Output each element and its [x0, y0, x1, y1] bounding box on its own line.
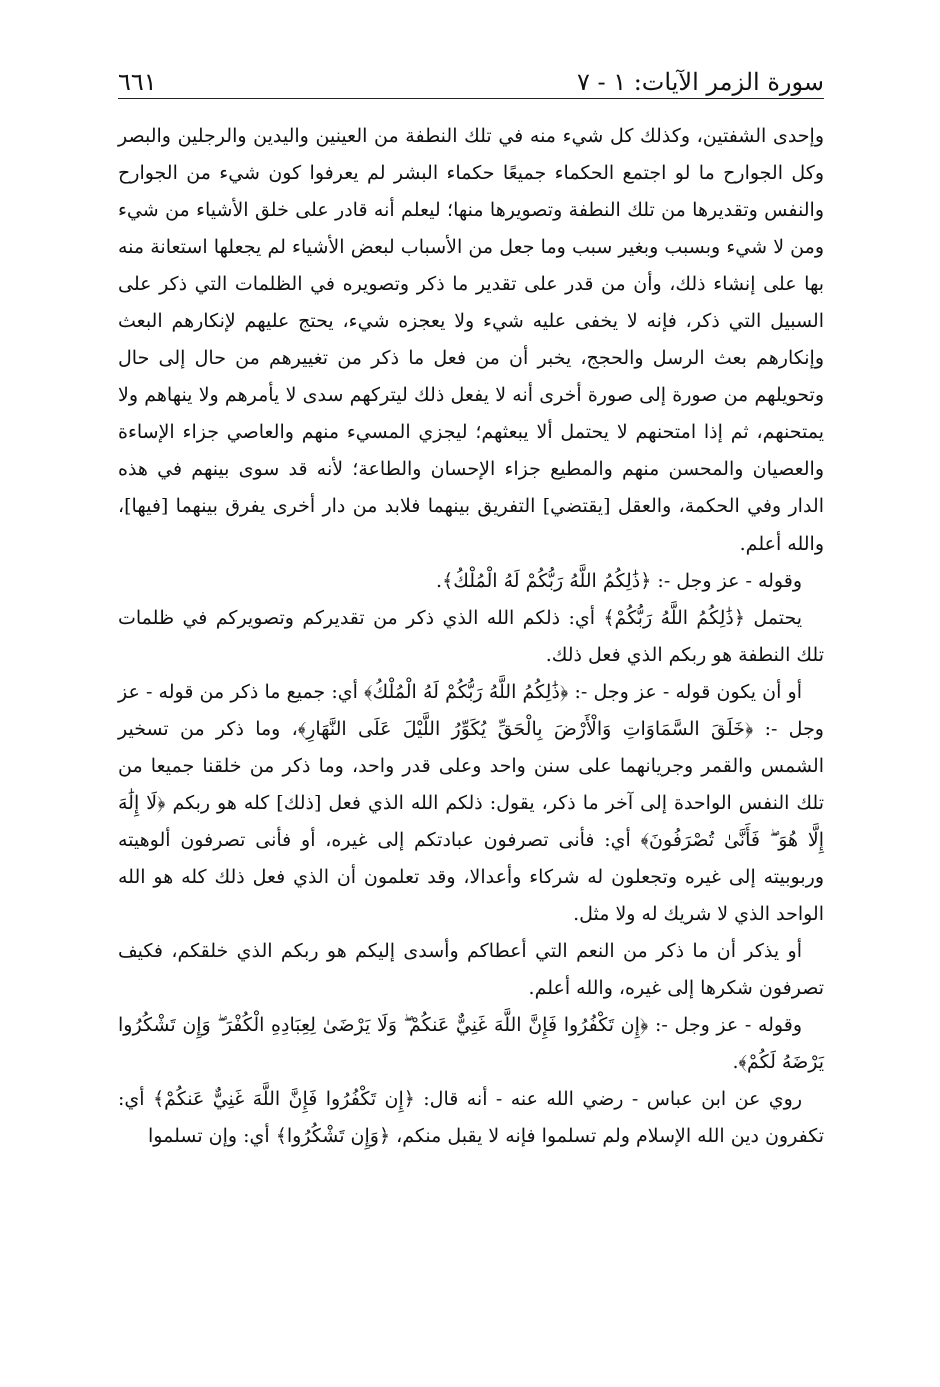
surah-title: سورة الزمر الآيات: ١ - ٧ — [576, 68, 824, 96]
main-text — [118, 118, 824, 1155]
paragraph-4: أو أن يكون قوله - عز وجل -: ﴿ذَٰلِكُمُ اللَّهُ رَبُّكُمْ لَهُ الْمُلْكُ﴾ أي: جميع ما ذكر من قوله - عز وجل -: ﴿خَلَقَ السَّمَاوَاتِ وَالْأَرْضَ بِالْحَقِّ يُكَوِّرُ اللَّيْلَ عَلَى النَّهَارِ﴾، وما ذكر من تسخير الشمس والقمر وجريانهما على سنن واحد وعلى قدر واحد، وما ذكر من خلقنا جميعا من تلك النفس الواحدة إلى آخر ما ذكر، يقول: ذلكم الله الذي فعل [ذلك] كله هو ربكم ﴿لَا إِلَٰهَ إِلَّا هُوَ ۖ فَأَنَّىٰ تُصْرَفُونَ﴾ أي: فأنى تصرفون عبادتكم إلى غيره، أو فأنى تصرفون ألوهيته وربوبيته إلى غيره وتجعلون له شركاء وأعدالا، وقد تعلمون أن الذي فعل ذلك كله هو الله الواحد الذي لا شريك له ولا مثل. — [118, 680, 824, 925]
paragraph-1: وإحدى الشفتين، وكذلك كل شيء منه في تلك النطفة من العينين واليدين والرجلين والبصر وكل الجوارح ما لو اجتمع الحكماء جميعًا حكماء البشر لم يعرفوا كون شيء من الجوارح والنفس وتقديرها من تلك النطفة وتصويرها منها؛ ليعلم أنه قادر على خلق الأشياء من شيء ومن لا شيء وبسبب وبغير سبب وما جعل من الأسباب لبعض الأشياء لم يجعلها استعانة منه بها على إنشاء ذلك، وأن من قدر على تقدير ما ذكر وتصويره في الظلمات التي ذكر على السبيل التي ذكر، فإنه لا يخفى عليه شيء ولا يعجزه شيء، يحتج عليهم لإنكارهم البعث وإنكارهم بعث الرسل والحجج، يخبر أن من فعل ما ذكر من تغييرهم من حال إلى حال وتحويلهم من صورة إلى صورة أخرى أنه لا يفعل ذلك ليتركهم سدى لا يأمرهم ولا ينهاهم ولا يمتحنهم، ثم إذا امتحنهم لا يحتمل ألا يبعثهم؛ ليجزي المسيء منهم والعاصي جزاء الإساءة والعصيان والمحسن منهم والمطيع جزاء الإحسان والطاعة؛ لأنه قد سوى بينهم في هذه الدار وفي الحكمة، والعقل [يقتضي] التفريق بينهما فلابد من دار أخرى يفرق بينهما [فيها]، والله أعلم. — [118, 125, 824, 555]
page-number: ٦٦١ — [118, 68, 157, 96]
paragraph-3: يحتمل ﴿ذَٰلِكُمُ اللَّهُ رَبُّكُمْ﴾ أي: ذلكم الله الذي ذكر من تقديركم وتصويركم في ظلمات تلك النطفة هو ربكم الذي فعل ذلك. — [118, 606, 824, 666]
paragraph-5: أو يذكر أن ما ذكر من النعم التي أعطاكم وأسدى إليكم هو ربكم الذي خلقكم، فكيف تصرفون شكرها إلى غيره، والله أعلم. — [118, 940, 824, 1000]
paragraph-6: وقوله - عز وجل -: ﴿إِن تَكْفُرُوا فَإِنَّ اللَّهَ غَنِيٌّ عَنكُمْ ۖ وَلَا يَرْضَىٰ لِعِبَادِهِ الْكُفْرَ ۖ وَإِن تَشْكُرُوا يَرْضَهُ لَكُمْ﴾. — [118, 1014, 824, 1074]
running-header — [118, 56, 824, 96]
header-rule — [118, 98, 824, 99]
paragraph-2: وقوله - عز وجل -: ﴿ذَٰلِكُمُ اللَّهُ رَبُّكُمْ لَهُ الْمُلْكُ﴾. — [436, 569, 802, 592]
paragraph-7: روي عن ابن عباس - رضي الله عنه - أنه قال: ﴿إِن تَكْفُرُوا فَإِنَّ اللَّهَ غَنِيٌّ عَنكُمْ﴾ أي: تكفرون دين الله الإسلام ولم تسلموا فإنه لا يقبل منكم، ﴿وَإِن تَشْكُرُوا﴾ أي: وإن تسلموا — [118, 1088, 824, 1148]
